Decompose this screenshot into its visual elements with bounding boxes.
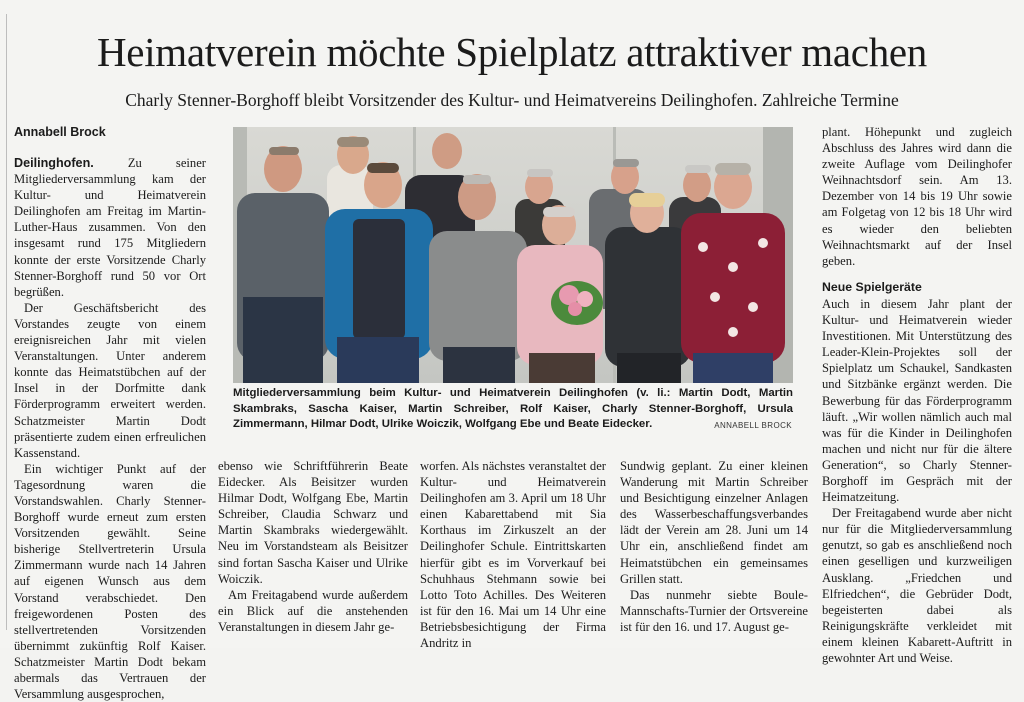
paragraph: ebenso wie Schriftführerin Beate Eidecker. Als Beisitzer wurden Hilmar Dodt, Wolfgang Ebe, Martin Schreiber, Claudia Schwarz und Martin Skambraks wiedergewählt. Neu im Vorstandsteam als Beisitzer sind fortan Sascha Kaiser und Ulrike Woiczik. [218,459,408,586]
subheading: Neue Spielgeräte [822,279,922,294]
paragraph: Sundwig geplant. Zu einer kleinen Wanderung mit Martin Schreiber und Besichtigung einzelner Anlagen des Wasserbeschaffungsverbandes lädt der Verein am 28. Juni um 14 Uhr ein, anschließend findet am Heimatstübchen ein gemeinsames Grillen statt. [620,459,808,586]
paragraph: worfen. Als nächstes veranstaltet der Kultur- und Heimatverein Deilinghofen am 3. April um 18 Uhr einen Kabarettabend mit Sia Korthaus im Zirkuszelt an der Deilinghofer Schule. Eintrittskarten hierfür gibt es im Vorverkauf bei Schuhhaus Stehmann sowie bei Lotto Toto Achilles. Des Weiteren ist für den 16. Mai um 14 Uhr eine Betriebsbesichtigung der Firma Andritz in [420,459,606,651]
paragraph: Das nunmehr siebte Boule-Mannschafts-Turnier der Ortsvereine ist für den 16. und 17. August ge- [620,587,808,634]
subheadline: Charly Stenner-Borghoff bleibt Vorsitzender des Kultur- und Heimatvereins Deilinghofen. Zahlreiche Termine [125,90,899,110]
text-column-1 [14,155,206,702]
photo-credit: ANNABELL BROCK [714,421,792,430]
text-column-4 [620,458,808,635]
paragraph: Auch in diesem Jahr plant der Kultur- und Heimatverein wieder Investitionen. Mit Unterstützung des Leader-Klein-Projektes soll der Spielplatz um Schaukel, Sandkasten und Sitzbänke ergänzt werden. Die Bewerbung für das Förderprogramm läuft. „Wir wollen nämlich auch mal was für die Kinder in Deilinghofen machen und nicht nur für die ältere Generation“, so Charly Stenner-Borghoff im Gespräch mit der Heimatzeitung. [822,296,1012,505]
paragraph: Am Freitagabend wurde außerdem ein Blick auf die anstehenden Veranstaltungen in diesem Jahr ge- [218,587,408,634]
paragraph: Der Geschäftsbericht des Vorstandes zeugte von einem ereignisreichen Jahr mit vielen Veranstaltungen. Unter anderem konnte das Heimatstübchen auf der Insel in der Dorfmitte dank Förderprogramm erweitert werden. Schatzmeister Martin Dodt präsentierte zudem einen erfreulichen Kassenstand. [14,300,206,460]
paragraph-text: Zu seiner Mitgliederversammlung kam der Kultur- und Heimatverein Deilinghofen am Freitag im Martin-Luther-Haus zusammen. Von den insgesamt rund 175 Mitgliedern konnte der erste Vorsitzende Charly Stenner-Borghoff rund 50 vor Ort begrüßen. [14,156,206,299]
paragraph: Ein wichtiger Punkt auf der Tagesordnung waren die Vorstandswahlen. Charly Stenner-Borghoff wurde erneut zum ersten Vorsitzenden gewählt. Seine bisherige Stellvertreterin Ursula Zimmermann wurde nach 14 Jahren auf eigenen Wunsch aus dem Vorstand verabschiedet. Den freigewordenen Posten des stellvertretenden Vorsitzenden übernimmt zukünftig Rolf Kaiser. Schatzmeister Martin Dodt bekam abermals das Vertrauen der Versammlung ausgesprochen, [14,461,206,702]
group-photo [233,127,793,383]
text-column-2 [218,458,408,635]
paragraph: plant. Höhepunkt und zugleich Abschluss des Jahres wird dann die zweite Auflage vom Deilinghofer Weihnachtsdorf sein. Am 13. Dezember von 14 bis 19 Uhr sowie am Folgetag von 12 bis 18 Uhr wird es wieder den beliebten Weihnachtsmarkt auf der Insel geben. [822,125,1012,268]
author-byline: Annabell Brock [14,125,106,139]
text-column-5 [822,124,1012,666]
paragraph [14,155,206,300]
photo-caption: Mitgliederversammlung beim Kultur- und Heimatverein Deilinghofen (v. li.: Martin Dodt, Martin Skambraks, Sascha Kaiser, Martin Schreiber, Rolf Kaiser, Charly Stenner-Borghoff, Ursula Zimmermann, Hilmar Dodt, Ulrike Woiczik, Wolfgang Ebe und Beate Eidecker. [233,387,793,431]
headline: Heimatverein möchte Spielplatz attraktiver machen [96,29,927,75]
dateline: Deilinghofen. [14,156,94,170]
text-column-3 [420,458,606,651]
paragraph: Der Freitagabend wurde aber nicht nur für die Mitgliederversammlung genutzt, so gab es anschließend noch einen geselligen und kurzweiligen Ausklang. „Friedchen und Elfriedchen“, die Gebrüder Dodt, begeisterten dabei als Reinigungskräfte verkleidet mit einem kleinen Kabarett-Auftritt in gewohnter Art und Weise. [822,506,1012,665]
